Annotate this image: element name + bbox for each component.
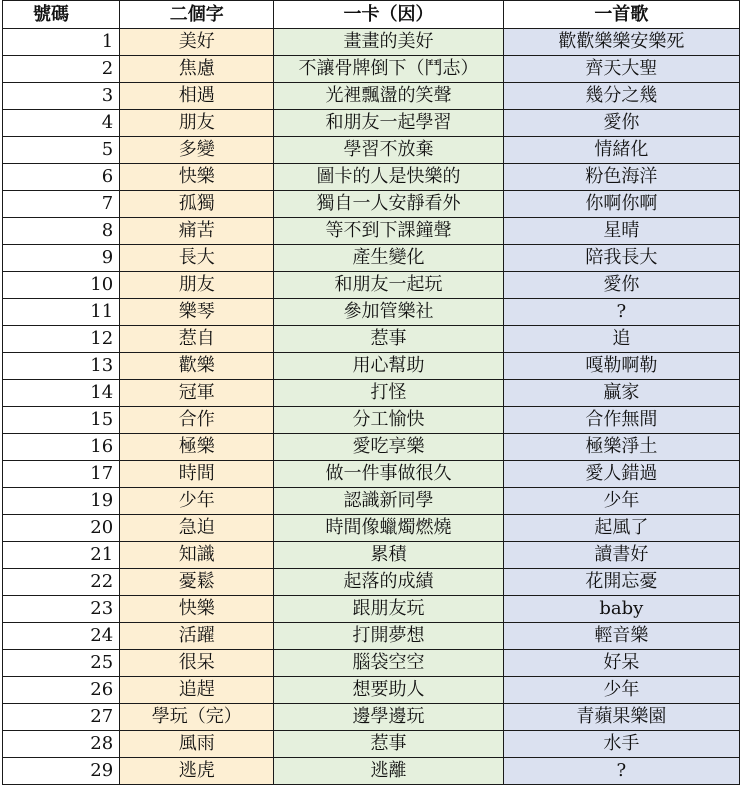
header-two-chars[interactable]: 二個字 xyxy=(120,1,274,29)
table-row xyxy=(3,218,740,245)
cell-song[interactable]: baby xyxy=(503,596,739,623)
cell-card[interactable]: 參加管樂社 xyxy=(274,299,503,326)
cell-card[interactable]: 認識新同學 xyxy=(274,488,503,515)
cell-song[interactable]: 追 xyxy=(503,326,739,353)
cell-two-chars[interactable]: 多變 xyxy=(120,137,274,164)
cell-card[interactable]: 逃離 xyxy=(274,758,503,785)
cell-two-chars[interactable]: 很呆 xyxy=(120,650,274,677)
cell-card[interactable]: 想要助人 xyxy=(274,677,503,704)
table-row xyxy=(3,326,740,353)
cell-number[interactable]: 20 xyxy=(3,515,120,542)
cell-song[interactable]: 星晴 xyxy=(503,218,739,245)
cell-song[interactable]: 少年 xyxy=(503,677,739,704)
cell-two-chars[interactable]: 合作 xyxy=(120,407,274,434)
cell-number[interactable]: 2 xyxy=(3,56,120,83)
data-table xyxy=(2,0,740,785)
cell-number[interactable]: 5 xyxy=(3,137,120,164)
table-row xyxy=(3,542,740,569)
cell-card[interactable]: 打開夢想 xyxy=(274,623,503,650)
cell-song[interactable]: 花開忘憂 xyxy=(503,569,739,596)
cell-card[interactable]: 圖卡的人是快樂的 xyxy=(274,164,503,191)
cell-number[interactable]: 24 xyxy=(3,623,120,650)
cell-number[interactable]: 16 xyxy=(3,434,120,461)
cell-card[interactable]: 用心幫助 xyxy=(274,353,503,380)
cell-two-chars[interactable]: 孤獨 xyxy=(120,191,274,218)
table-row xyxy=(3,569,740,596)
table-row xyxy=(3,272,740,299)
cell-number[interactable]: 8 xyxy=(3,218,120,245)
cell-song[interactable]: 粉色海洋 xyxy=(503,164,739,191)
cell-card[interactable]: 跟朋友玩 xyxy=(274,596,503,623)
cell-two-chars[interactable]: 痛苦 xyxy=(120,218,274,245)
cell-two-chars[interactable]: 樂琴 xyxy=(120,299,274,326)
cell-two-chars[interactable]: 時間 xyxy=(120,461,274,488)
cell-number[interactable]: 13 xyxy=(3,353,120,380)
table-row xyxy=(3,110,740,137)
cell-two-chars[interactable]: 憂鬆 xyxy=(120,569,274,596)
cell-card[interactable]: 邊學邊玩 xyxy=(274,704,503,731)
cell-two-chars[interactable]: 冠軍 xyxy=(120,380,274,407)
cell-song[interactable]: ? xyxy=(503,299,739,326)
table-row xyxy=(3,299,740,326)
cell-card[interactable]: 獨自一人安靜看外 xyxy=(274,191,503,218)
cell-two-chars[interactable]: 惹自 xyxy=(120,326,274,353)
header-row xyxy=(3,1,740,29)
cell-number[interactable]: 15 xyxy=(3,407,120,434)
cell-two-chars[interactable]: 逃虎 xyxy=(120,758,274,785)
cell-number[interactable]: 27 xyxy=(3,704,120,731)
cell-two-chars[interactable]: 朋友 xyxy=(120,272,274,299)
cell-song[interactable]: 水手 xyxy=(503,731,739,758)
cell-number[interactable]: 9 xyxy=(3,245,120,272)
cell-song[interactable]: 極樂淨土 xyxy=(503,434,739,461)
cell-two-chars[interactable]: 歡樂 xyxy=(120,353,274,380)
cell-number[interactable]: 11 xyxy=(3,299,120,326)
cell-number[interactable]: 3 xyxy=(3,83,120,110)
table-row xyxy=(3,596,740,623)
cell-two-chars[interactable]: 少年 xyxy=(120,488,274,515)
table-row xyxy=(3,191,740,218)
cell-card[interactable]: 打怪 xyxy=(274,380,503,407)
cell-card[interactable]: 產生變化 xyxy=(274,245,503,272)
table-row xyxy=(3,704,740,731)
table-row xyxy=(3,488,740,515)
table-row xyxy=(3,164,740,191)
cell-card[interactable]: 學習不放棄 xyxy=(274,137,503,164)
cell-number[interactable]: 23 xyxy=(3,596,120,623)
cell-number[interactable]: 12 xyxy=(3,326,120,353)
cell-two-chars[interactable]: 學玩（完） xyxy=(120,704,274,731)
cell-card[interactable]: 和朋友一起玩 xyxy=(274,272,503,299)
table-row xyxy=(3,137,740,164)
table-row xyxy=(3,434,740,461)
table-row xyxy=(3,650,740,677)
table-row xyxy=(3,758,740,785)
cell-two-chars[interactable]: 追趕 xyxy=(120,677,274,704)
cell-card[interactable]: 愛吃享樂 xyxy=(274,434,503,461)
cell-card[interactable]: 累積 xyxy=(274,542,503,569)
cell-number[interactable]: 29 xyxy=(3,758,120,785)
cell-card[interactable]: 惹事 xyxy=(274,731,503,758)
cell-song[interactable]: 愛你 xyxy=(503,110,739,137)
cell-song[interactable]: 陪我長大 xyxy=(503,245,739,272)
cell-two-chars[interactable]: 活躍 xyxy=(120,623,274,650)
cell-two-chars[interactable]: 快樂 xyxy=(120,596,274,623)
table-body xyxy=(3,29,740,785)
cell-card[interactable]: 起落的成績 xyxy=(274,569,503,596)
cell-song[interactable]: ? xyxy=(503,758,739,785)
cell-song[interactable]: 齊天大聖 xyxy=(503,56,739,83)
cell-card[interactable]: 不讓骨牌倒下（鬥志） xyxy=(274,56,503,83)
cell-number[interactable]: 17 xyxy=(3,461,120,488)
cell-card[interactable]: 光裡飄盪的笑聲 xyxy=(274,83,503,110)
table-row xyxy=(3,83,740,110)
cell-song[interactable]: 青蘋果樂園 xyxy=(503,704,739,731)
cell-card[interactable]: 惹事 xyxy=(274,326,503,353)
header-song[interactable]: 一首歌 xyxy=(503,1,739,29)
cell-card[interactable]: 分工愉快 xyxy=(274,407,503,434)
table-row xyxy=(3,677,740,704)
cell-number[interactable]: 14 xyxy=(3,380,120,407)
cell-two-chars[interactable]: 朋友 xyxy=(120,110,274,137)
table-row xyxy=(3,461,740,488)
cell-two-chars[interactable]: 美好 xyxy=(120,29,274,56)
cell-number[interactable]: 7 xyxy=(3,191,120,218)
cell-number[interactable]: 19 xyxy=(3,488,120,515)
header-number[interactable]: 號碼 xyxy=(3,1,120,29)
cell-song[interactable]: 輕音樂 xyxy=(503,623,739,650)
cell-card[interactable]: 做一件事做很久 xyxy=(274,461,503,488)
header-card[interactable]: 一卡（因） xyxy=(274,1,503,29)
cell-two-chars[interactable]: 極樂 xyxy=(120,434,274,461)
cell-number[interactable]: 26 xyxy=(3,677,120,704)
cell-song[interactable]: 贏家 xyxy=(503,380,739,407)
table-row xyxy=(3,731,740,758)
table-row xyxy=(3,353,740,380)
cell-number[interactable]: 21 xyxy=(3,542,120,569)
cell-song[interactable]: 讀書好 xyxy=(503,542,739,569)
cell-number[interactable]: 1 xyxy=(3,29,120,56)
cell-two-chars[interactable]: 風雨 xyxy=(120,731,274,758)
cell-song[interactable]: 你啊你啊 xyxy=(503,191,739,218)
cell-song[interactable]: 少年 xyxy=(503,488,739,515)
cell-number[interactable]: 6 xyxy=(3,164,120,191)
cell-song[interactable]: 起風了 xyxy=(503,515,739,542)
cell-two-chars[interactable]: 快樂 xyxy=(120,164,274,191)
cell-number[interactable]: 4 xyxy=(3,110,120,137)
cell-song[interactable]: 情緒化 xyxy=(503,137,739,164)
cell-number[interactable]: 22 xyxy=(3,569,120,596)
cell-song[interactable]: 合作無間 xyxy=(503,407,739,434)
cell-song[interactable]: 嘎勒啊勒 xyxy=(503,353,739,380)
cell-number[interactable]: 25 xyxy=(3,650,120,677)
cell-two-chars[interactable]: 長大 xyxy=(120,245,274,272)
cell-song[interactable]: 愛人錯過 xyxy=(503,461,739,488)
table-row xyxy=(3,407,740,434)
cell-card[interactable]: 時間像蠟燭燃燒 xyxy=(274,515,503,542)
cell-two-chars[interactable]: 相遇 xyxy=(120,83,274,110)
cell-song[interactable]: 愛你 xyxy=(503,272,739,299)
cell-two-chars[interactable]: 焦慮 xyxy=(120,56,274,83)
cell-song[interactable]: 好呆 xyxy=(503,650,739,677)
cell-two-chars[interactable]: 知識 xyxy=(120,542,274,569)
cell-number[interactable]: 28 xyxy=(3,731,120,758)
cell-number[interactable]: 10 xyxy=(3,272,120,299)
table-row xyxy=(3,623,740,650)
table-row xyxy=(3,29,740,56)
cell-card[interactable]: 畫畫的美好 xyxy=(274,29,503,56)
cell-card[interactable]: 腦袋空空 xyxy=(274,650,503,677)
cell-card[interactable]: 等不到下課鐘聲 xyxy=(274,218,503,245)
cell-two-chars[interactable]: 急迫 xyxy=(120,515,274,542)
table-row xyxy=(3,245,740,272)
cell-song[interactable]: 歡歡樂樂安樂死 xyxy=(503,29,739,56)
table-row xyxy=(3,56,740,83)
cell-song[interactable]: 幾分之幾 xyxy=(503,83,739,110)
table-row xyxy=(3,515,740,542)
table-row xyxy=(3,380,740,407)
cell-card[interactable]: 和朋友一起學習 xyxy=(274,110,503,137)
